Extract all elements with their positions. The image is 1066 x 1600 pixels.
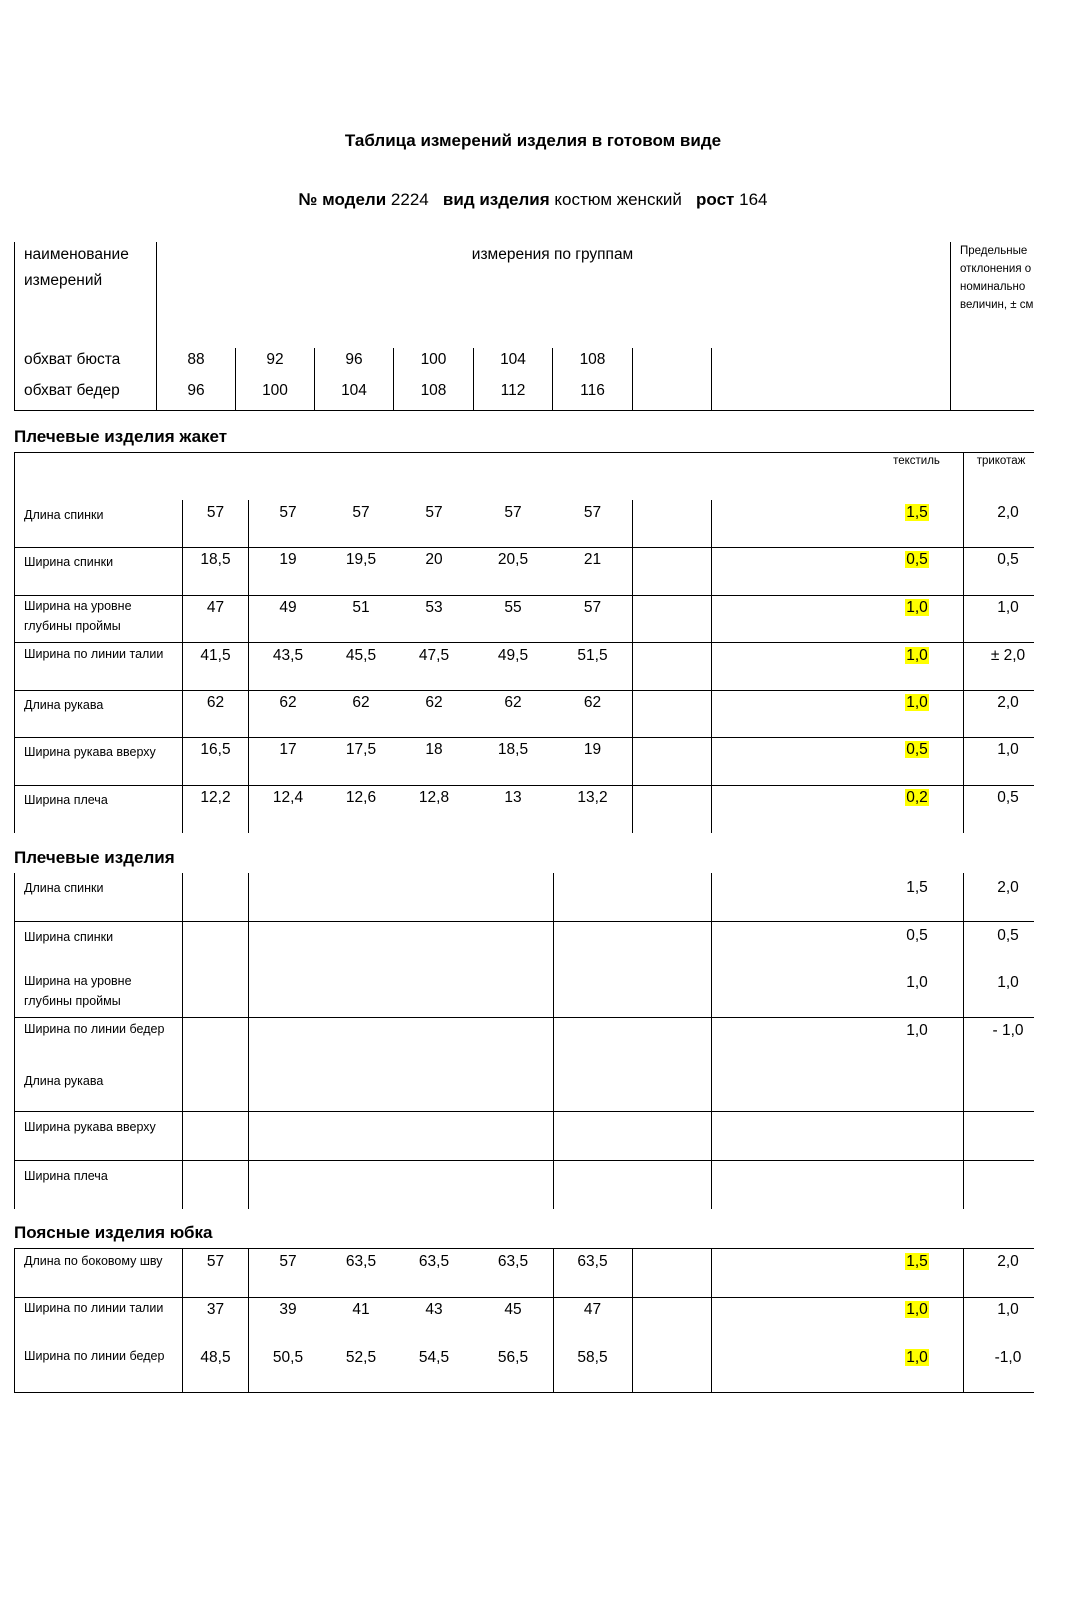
knit-value: 0,5: [997, 789, 1019, 806]
cell-value: 43,5: [272, 647, 304, 664]
row-label: Ширина по линии бедер: [24, 1022, 165, 1036]
knit-value: - 1,0: [992, 1022, 1024, 1039]
cell-value: 49: [279, 599, 297, 616]
textile-value: 1,5: [906, 504, 928, 521]
cell-value: 62: [206, 694, 225, 711]
cell-value: 48,5: [200, 1349, 231, 1366]
cell-value: 18,5: [497, 741, 529, 758]
cell-value: 56,5: [497, 1349, 529, 1366]
cell-value: 18: [425, 741, 443, 758]
knit-col-header: трикотаж: [976, 455, 1026, 467]
cell-value: 62: [352, 694, 370, 711]
cell-value: 41,5: [200, 647, 231, 664]
row-label: Ширина на уровне глубины проймы: [24, 974, 132, 1008]
knit-value: ± 2,0: [990, 647, 1026, 664]
cell-value: 57: [279, 504, 297, 521]
cell-value: 57: [279, 1253, 297, 1270]
cell-value: 19,5: [345, 551, 377, 568]
textile-value: 1,0: [906, 1022, 928, 1039]
cell-value: 62: [504, 694, 522, 711]
textile-value: 1,5: [906, 1253, 928, 1270]
knit-value: 2,0: [997, 504, 1019, 521]
row-label: Ширина рукава вверху: [24, 1120, 156, 1134]
cell-value: 39: [279, 1301, 297, 1318]
model-label: № модели: [298, 190, 387, 209]
name-col-header-1: наименование: [24, 246, 129, 263]
tolerance-header-3: номинально: [960, 281, 1026, 293]
row-label: Длина рукава: [24, 698, 104, 712]
row-label: Длина спинки: [24, 508, 104, 522]
cell-value: 13: [504, 789, 522, 806]
cell-value: 57: [352, 504, 370, 521]
row-label: Ширина на уровне глубины проймы: [24, 599, 132, 633]
cell-value: 47,5: [418, 647, 450, 664]
cell-value: 63,5: [577, 1253, 608, 1270]
knit-value: 1,0: [997, 1301, 1019, 1318]
cell-value: 43: [425, 1301, 443, 1318]
height-label: рост: [696, 190, 735, 209]
cell-value: 52,5: [345, 1349, 377, 1366]
row-label: Длина рукава: [24, 1074, 104, 1088]
textile-value: 1,5: [906, 879, 928, 896]
textile-value: 0,5: [906, 927, 928, 944]
textile-value: 0,5: [906, 741, 928, 758]
row-label: Ширина по линии талии: [24, 1301, 164, 1315]
cell-value: 12,6: [345, 789, 377, 806]
cell-value: 49,5: [497, 647, 529, 664]
cell-value: 62: [583, 694, 602, 711]
bust-value: 108: [579, 351, 606, 368]
height-value: 164: [739, 190, 768, 209]
name-col-header-2: измерений: [24, 272, 103, 289]
skirt-section-title: Поясные изделия юбка: [14, 1223, 213, 1242]
tolerance-header-2: отклонения о: [960, 263, 1032, 275]
cell-value: 12,2: [200, 789, 231, 806]
row-label: Ширина плеча: [24, 1169, 108, 1183]
cell-value: 20,5: [497, 551, 529, 568]
row-label: Ширина по линии бедер: [24, 1349, 165, 1363]
cell-value: 45: [504, 1301, 522, 1318]
hips-value: 104: [341, 382, 367, 399]
cell-value: 13,2: [577, 789, 608, 806]
knit-value: 2,0: [997, 694, 1019, 711]
cell-value: 62: [279, 694, 297, 711]
bust-value: 92: [266, 351, 284, 368]
groups-col-header: измерения по группам: [471, 246, 634, 263]
cell-value: 57: [206, 504, 225, 521]
textile-value: 0,5: [906, 551, 928, 568]
knit-value: 1,0: [997, 599, 1019, 616]
cell-value: 17,5: [345, 741, 377, 758]
cell-value: 57: [583, 599, 602, 616]
cell-value: 17: [279, 741, 297, 758]
model-value: 2224: [390, 190, 429, 209]
hips-value: 112: [500, 382, 526, 399]
row-label: Ширина рукава вверху: [24, 745, 156, 759]
tolerance-header-1: Предельные: [960, 245, 1028, 257]
hips-label: обхват бедер: [24, 382, 120, 399]
cell-value: 57: [583, 504, 602, 521]
cell-value: 51,5: [577, 647, 608, 664]
row-label: Длина по боковому шву: [24, 1254, 163, 1268]
textile-value: 1,0: [906, 599, 928, 616]
cell-value: 12,4: [272, 789, 304, 806]
row-label: Ширина спинки: [24, 555, 114, 569]
textile-col-header: текстиль: [893, 455, 940, 467]
cell-value: 41: [352, 1301, 370, 1318]
row-label: Ширина по линии талии: [24, 647, 164, 661]
cell-value: 63,5: [497, 1253, 529, 1270]
cell-value: 51: [352, 599, 370, 616]
knit-value: 0,5: [997, 551, 1019, 568]
cell-value: 20: [425, 551, 443, 568]
type-value: костюм женский: [554, 190, 682, 209]
cell-value: 45,5: [345, 647, 377, 664]
knit-value: 1,0: [997, 974, 1019, 991]
cell-value: 37: [206, 1301, 225, 1318]
hips-value: 96: [187, 382, 205, 399]
bust-label: обхват бюста: [24, 351, 121, 368]
bust-value: 104: [500, 351, 526, 368]
cell-value: 47: [206, 599, 225, 616]
tolerance-header-4: величин, ± см: [960, 299, 1034, 311]
cell-value: 57: [504, 504, 522, 521]
hips-value: 116: [580, 382, 605, 399]
cell-value: 12,8: [418, 789, 450, 806]
cell-value: 47: [583, 1301, 602, 1318]
hips-value: 108: [420, 382, 447, 399]
type-label: вид изделия: [442, 190, 550, 209]
textile-value: 0,2: [906, 789, 928, 806]
knit-value: 2,0: [997, 879, 1019, 896]
cell-value: 55: [504, 599, 522, 616]
row-label: Длина спинки: [24, 881, 104, 895]
textile-value: 1,0: [906, 694, 928, 711]
jacket-section-title: Плечевые изделия жакет: [14, 427, 228, 446]
textile-value: 1,0: [906, 647, 928, 664]
knit-value: 1,0: [997, 741, 1019, 758]
cell-value: 19: [583, 741, 602, 758]
cell-value: 58,5: [577, 1349, 608, 1366]
cell-value: 57: [206, 1253, 225, 1270]
cell-value: 50,5: [272, 1349, 304, 1366]
shoulder-section-title: Плечевые изделия: [14, 848, 175, 867]
cell-value: 63,5: [418, 1253, 450, 1270]
cell-value: 16,5: [200, 741, 231, 758]
row-label: Ширина плеча: [24, 793, 108, 807]
page-title: Таблица измерений изделия в готовом виде: [344, 131, 722, 150]
cell-value: 18,5: [200, 551, 231, 568]
cell-value: 57: [425, 504, 443, 521]
knit-value: -1,0: [994, 1349, 1022, 1366]
bust-value: 88: [187, 351, 205, 368]
textile-value: 1,0: [906, 974, 928, 991]
textile-value: 1,0: [906, 1301, 928, 1318]
cell-value: 63,5: [345, 1253, 377, 1270]
hips-value: 100: [262, 382, 288, 399]
cell-value: 54,5: [418, 1349, 450, 1366]
row-label: Ширина спинки: [24, 930, 114, 944]
cell-value: 19: [279, 551, 297, 568]
cell-value: 21: [583, 551, 602, 568]
cell-value: 62: [425, 694, 443, 711]
textile-value: 1,0: [906, 1349, 928, 1366]
bust-value: 100: [420, 351, 447, 368]
cell-value: 53: [425, 599, 443, 616]
knit-value: 0,5: [997, 927, 1019, 944]
bust-value: 96: [345, 351, 363, 368]
knit-value: 2,0: [997, 1253, 1019, 1270]
model-info: [0, 190, 1066, 210]
